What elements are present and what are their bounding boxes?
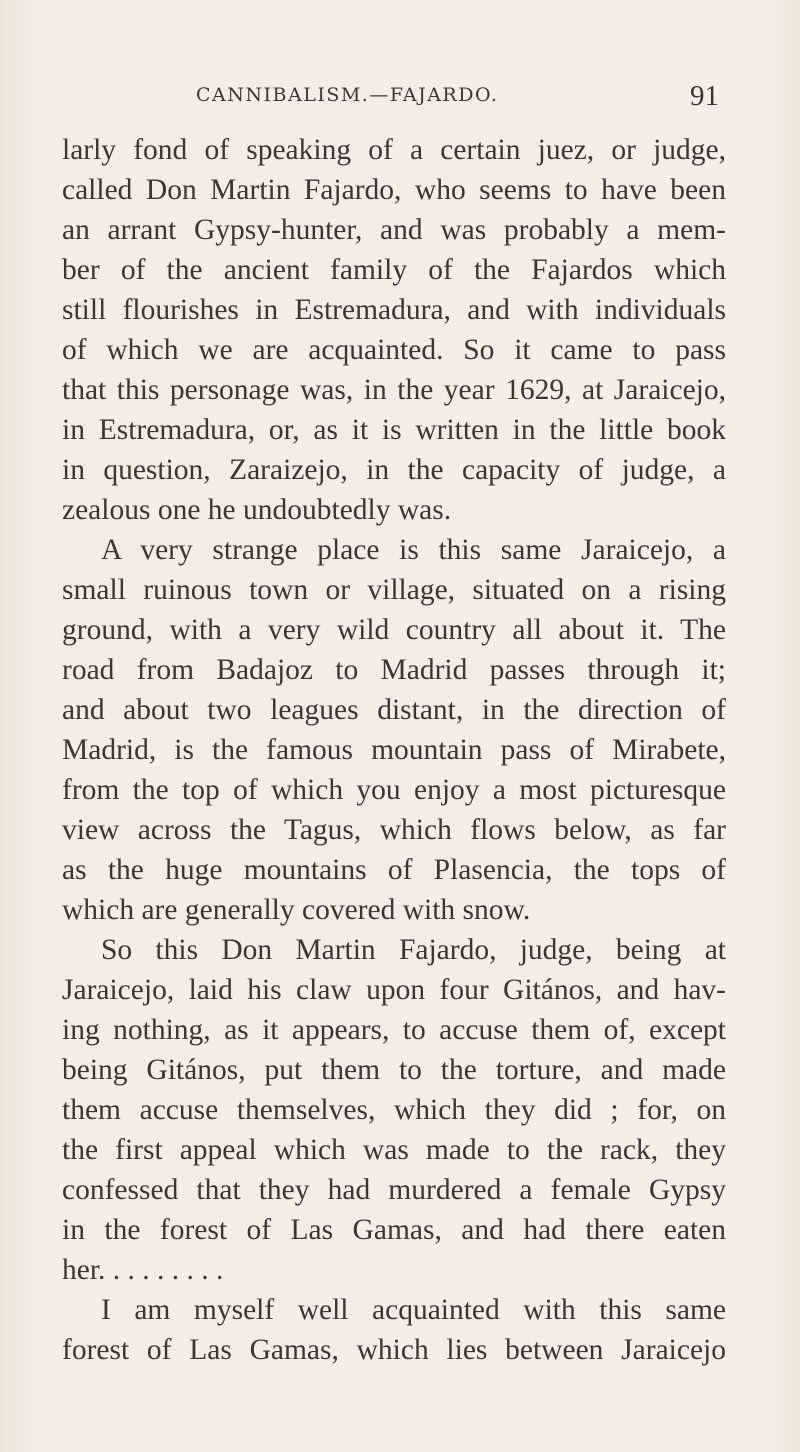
text-line: road from Badajoz to Madrid passes through it; [62,654,726,686]
text-line: view across the Tagus, which flows below, as far [62,814,726,846]
text-line: confessed that they had murdered a female Gypsy [62,1174,726,1206]
text-line: in the forest of Las Gamas, and had there eaten [62,1214,726,1246]
text-line: ber of the ancient family of the Fajardos which [62,254,726,286]
text-line: zealous one he undoubtedly was. [62,494,452,526]
page-number: 91 [690,80,719,112]
running-head: CANNIBALISM.—FAJARDO. [196,84,499,106]
text-line: being Gitános, put them to the torture, and made [62,1054,726,1086]
text-line: that this personage was, in the year 1629, at Jaraicejo, [62,374,726,406]
text-line: of which we are acquainted. So it came to pass [62,334,726,366]
text-line: which are generally covered with snow. [62,894,531,926]
page-header [0,80,800,116]
text-line: still flourishes in Estremadura, and with individuals [62,294,726,326]
text-line: from the top of which you enjoy a most picturesque [62,774,726,806]
text-line: as the huge mountains of Plasencia, the tops of [62,854,726,886]
text-line: them accuse themselves, which they did ; for, on [62,1094,726,1126]
text-line: the first appeal which was made to the rack, they [62,1134,726,1166]
text-line: called Don Martin Fajardo, who seems to have been [62,174,726,206]
text-line: Jaraicejo, laid his claw upon four Gitános, and hav- [62,974,726,1006]
text-line: larly fond of speaking of a certain juez, or judge, [62,134,726,166]
text-line: I am myself well acquainted with this same [101,1294,726,1326]
text-line: small ruinous town or village, situated on a rising [62,574,726,606]
text-line: an arrant Gypsy-hunter, and was probably a mem- [62,214,726,246]
text-line: and about two leagues distant, in the direction of [62,694,726,726]
text-line: her. . . . . . . . . [62,1254,224,1286]
text-line: in Estremadura, or, as it is written in the little book [62,414,726,446]
text-line: in question, Zaraizejo, in the capacity of judge, a [62,454,726,486]
text-line: So this Don Martin Fajardo, judge, being at [101,934,726,966]
text-line: forest of Las Gamas, which lies between Jaraicejo [62,1334,726,1366]
text-line: ing nothing, as it appears, to accuse them of, except [62,1014,726,1046]
text-line: ground, with a very wild country all about it. The [62,614,726,646]
text-line: Madrid, is the famous mountain pass of Mirabete, [62,734,726,766]
text-line: A very strange place is this same Jaraicejo, a [101,534,726,566]
